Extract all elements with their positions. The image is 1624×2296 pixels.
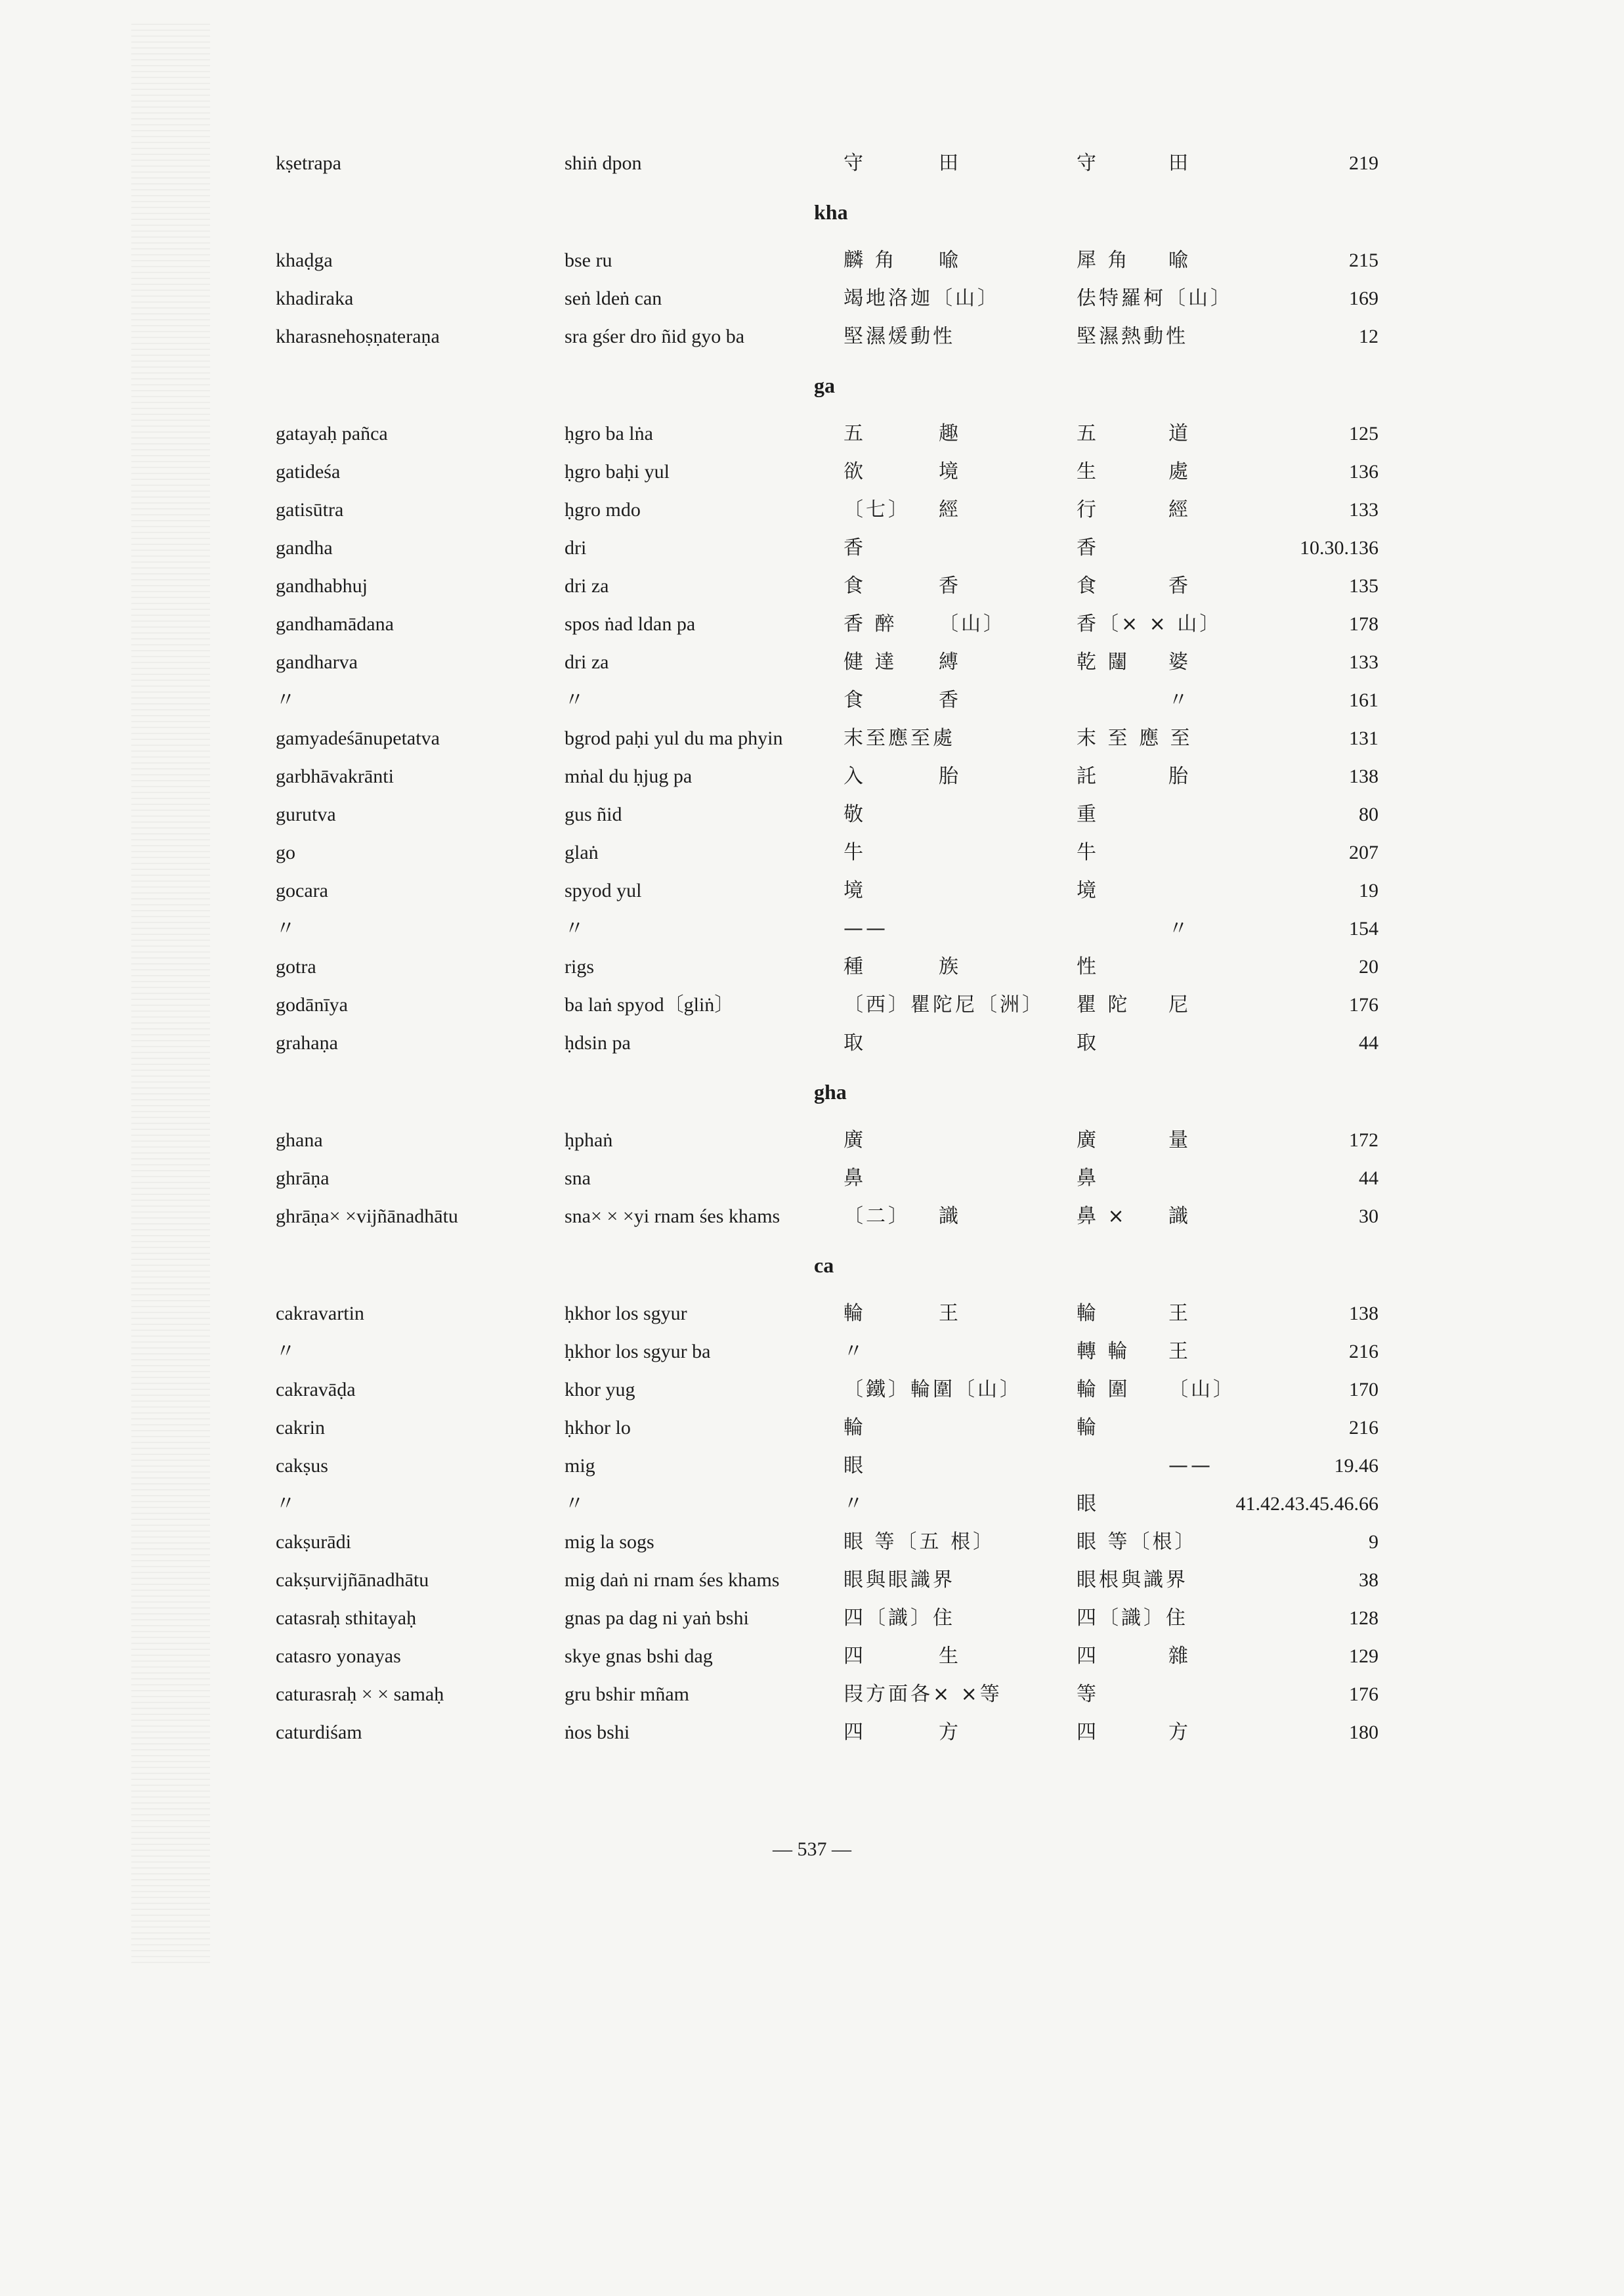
tibetan-term: dri za bbox=[565, 651, 609, 673]
table-row bbox=[276, 796, 1378, 834]
section-heading-label: ca bbox=[814, 1253, 834, 1277]
chinese-term-b: 境 bbox=[1077, 879, 1099, 902]
table-row bbox=[276, 453, 1378, 491]
sanskrit-term: ghrāṇa× ×vijñānadhātu bbox=[276, 1205, 458, 1227]
chinese-term-b: 等 bbox=[1077, 1683, 1099, 1706]
chinese-term-b: 眼根與識界 bbox=[1077, 1569, 1188, 1592]
table-row bbox=[276, 1561, 1378, 1599]
chinese-term-b: 乾 闥 bbox=[1077, 651, 1130, 674]
chinese-term-a-suffix: 香 bbox=[939, 689, 961, 712]
chinese-term-a: 末至應至處 bbox=[844, 727, 955, 750]
chinese-term-b: 行 bbox=[1077, 498, 1099, 521]
chinese-term-b: 四 bbox=[1077, 1721, 1099, 1744]
tibetan-term: ḥgro baḥi yul bbox=[565, 461, 670, 483]
chinese-term-b: 末 至 應 至 bbox=[1077, 727, 1193, 750]
section-heading-label: ga bbox=[814, 374, 835, 397]
sanskrit-term: cakṣus bbox=[276, 1455, 328, 1477]
sanskrit-term: catasro yonayas bbox=[276, 1645, 401, 1667]
chinese-term-b-suffix: 經 bbox=[1168, 498, 1191, 521]
page-ref: 9 bbox=[1369, 1531, 1378, 1553]
page-ref: 133 bbox=[1349, 651, 1378, 673]
sanskrit-term: gandharva bbox=[276, 651, 358, 673]
chinese-term-a: 〔二〕 bbox=[844, 1205, 910, 1228]
chinese-term-a-suffix: 香 bbox=[939, 574, 961, 597]
sanskrit-term: gocara bbox=[276, 880, 328, 901]
page-ref: 207 bbox=[1349, 842, 1378, 863]
sanskrit-term: 〃 bbox=[276, 689, 295, 711]
chinese-term-a: 種 bbox=[844, 955, 866, 978]
chinese-term-a: 麟 角 bbox=[844, 249, 897, 272]
scan-noise-margin bbox=[131, 20, 210, 1963]
chinese-term-a-suffix: 田 bbox=[939, 152, 961, 175]
table-row bbox=[276, 986, 1378, 1024]
table-row bbox=[276, 1714, 1378, 1752]
chinese-term-a-suffix: 縛 bbox=[939, 651, 961, 674]
chinese-term-a: 五 bbox=[844, 422, 866, 445]
chinese-term-a: 食 bbox=[844, 574, 866, 597]
tibetan-term: ba laṅ spyod〔gliṅ〕 bbox=[565, 994, 735, 1016]
sanskrit-term: kharasnehoṣṇateraṇa bbox=[276, 326, 440, 347]
chinese-term-b: 生 bbox=[1077, 460, 1099, 483]
chinese-term-a: 〔鐵〕輪圍〔山〕 bbox=[844, 1378, 1022, 1401]
tibetan-term: mig bbox=[565, 1455, 595, 1477]
page-ref: 135 bbox=[1349, 575, 1378, 597]
chinese-term-a: —— bbox=[844, 917, 888, 940]
tibetan-term: mig la sogs bbox=[565, 1531, 654, 1553]
chinese-term-b: 眼 等〔根〕 bbox=[1077, 1530, 1197, 1553]
page-ref: 41.42.43.45.46.66 bbox=[1235, 1493, 1378, 1515]
chinese-term-b: 犀 角 bbox=[1077, 249, 1130, 272]
table-row bbox=[276, 567, 1378, 605]
page-ref: 172 bbox=[1349, 1129, 1378, 1151]
chinese-term-b-suffix: 量 bbox=[1168, 1129, 1191, 1152]
page-ref: 80 bbox=[1359, 804, 1378, 825]
table-row bbox=[276, 682, 1378, 720]
sanskrit-term: catasraḥ sthitayaḥ bbox=[276, 1607, 417, 1629]
tibetan-term: mig daṅ ni rnam śes khams bbox=[565, 1569, 780, 1591]
tibetan-term: sra gśer dro ñid gyo ba bbox=[565, 326, 745, 347]
sanskrit-term: khaḍga bbox=[276, 249, 333, 271]
sanskrit-term: garbhāvakrānti bbox=[276, 766, 394, 787]
chinese-term-a: 竭地洛迦〔山〕 bbox=[844, 287, 1000, 310]
sanskrit-term: khadiraka bbox=[276, 288, 354, 309]
sanskrit-term: gatideśa bbox=[276, 461, 341, 483]
tibetan-term: khor yug bbox=[565, 1379, 635, 1400]
sanskrit-term: gotra bbox=[276, 956, 316, 978]
section-heading bbox=[276, 1062, 1378, 1121]
chinese-term-b: 五 bbox=[1077, 422, 1099, 445]
tibetan-term: 〃 bbox=[565, 689, 584, 711]
sanskrit-term: cakravāḍa bbox=[276, 1379, 356, 1400]
tibetan-term: bse ru bbox=[565, 249, 612, 271]
section-heading bbox=[276, 1236, 1378, 1295]
sanskrit-term: gandha bbox=[276, 537, 333, 559]
chinese-term-b: 食 bbox=[1077, 574, 1099, 597]
table-row bbox=[276, 144, 1378, 183]
sanskrit-term: ghana bbox=[276, 1129, 323, 1151]
table-row bbox=[276, 1523, 1378, 1561]
tibetan-term: ḥkhor lo bbox=[565, 1417, 631, 1439]
page-ref: 128 bbox=[1349, 1607, 1378, 1629]
chinese-term-b: 轉 輪 bbox=[1077, 1340, 1130, 1363]
chinese-term-b-suffix: 道 bbox=[1168, 422, 1191, 445]
tibetan-term: dri bbox=[565, 537, 587, 559]
chinese-term-b: 四 bbox=[1077, 1645, 1099, 1668]
tibetan-term: seṅ ldeṅ can bbox=[565, 288, 662, 309]
chinese-term-a-suffix: 識 bbox=[939, 1205, 961, 1228]
chinese-term-b-suffix: 識 bbox=[1168, 1205, 1191, 1228]
tibetan-term: gus ñid bbox=[565, 804, 622, 825]
sanskrit-term: cakṣurvijñānadhātu bbox=[276, 1569, 429, 1591]
page-ref: 136 bbox=[1349, 461, 1378, 483]
chinese-term-b: 瞿 陀 bbox=[1077, 993, 1130, 1016]
chinese-term-a-suffix: 胎 bbox=[939, 765, 961, 788]
page-ref: 19.46 bbox=[1334, 1455, 1378, 1477]
tibetan-term: ḥphaṅ bbox=[565, 1129, 613, 1151]
chinese-term-a: 取 bbox=[844, 1031, 866, 1054]
table-row bbox=[276, 758, 1378, 796]
chinese-term-a-suffix: 生 bbox=[939, 1645, 961, 1668]
table-row bbox=[276, 720, 1378, 758]
chinese-term-b: 鼻 × bbox=[1077, 1205, 1127, 1228]
table-row bbox=[276, 1333, 1378, 1371]
sanskrit-term: cakṣurādi bbox=[276, 1531, 351, 1553]
chinese-term-b: 重 bbox=[1077, 803, 1099, 826]
chinese-term-b: 眼 bbox=[1077, 1492, 1099, 1515]
chinese-term-a: 守 bbox=[844, 152, 866, 175]
chinese-term-a: 眼與眼識界 bbox=[844, 1569, 955, 1592]
tibetan-term: spos ṅad ldan pa bbox=[565, 613, 696, 635]
chinese-term-a: 〔西〕瞿陀尼〔洲〕 bbox=[844, 993, 1044, 1016]
tibetan-term: bgrod paḥi yul du ma phyin bbox=[565, 727, 783, 749]
chinese-term-b-suffix: 〔山〕 bbox=[1168, 1378, 1235, 1401]
table-row bbox=[276, 1599, 1378, 1637]
chinese-term-b: 輪 bbox=[1077, 1302, 1099, 1325]
section-heading-label: gha bbox=[814, 1080, 847, 1104]
chinese-term-b-suffix: 尼 bbox=[1168, 993, 1191, 1016]
table-row bbox=[276, 1198, 1378, 1236]
chinese-term-b-suffix: 王 bbox=[1168, 1340, 1191, 1363]
chinese-term-a: 欲 bbox=[844, 460, 866, 483]
chinese-term-a-suffix: 〔山〕 bbox=[939, 613, 1006, 636]
chinese-term-b: 性 bbox=[1077, 955, 1099, 978]
chinese-term-b: 鼻 bbox=[1077, 1167, 1099, 1190]
table-row bbox=[276, 1447, 1378, 1485]
page-ref: 44 bbox=[1359, 1167, 1378, 1189]
sanskrit-term: ghrāṇa bbox=[276, 1167, 330, 1189]
chinese-term-b: 牛 bbox=[1077, 841, 1099, 864]
chinese-term-b-suffix: 喩 bbox=[1168, 249, 1191, 272]
chinese-term-b: 輪 bbox=[1077, 1416, 1099, 1439]
table-row bbox=[276, 948, 1378, 986]
tibetan-term: sna× × ×yi rnam śes khams bbox=[565, 1205, 780, 1227]
chinese-term-a: 叚方面各× ×等 bbox=[844, 1683, 1002, 1706]
sanskrit-term: grahaṇa bbox=[276, 1032, 338, 1054]
chinese-term-b: 香 bbox=[1077, 536, 1099, 559]
chinese-term-a: 食 bbox=[844, 689, 866, 712]
chinese-term-a-suffix: 經 bbox=[939, 498, 961, 521]
tibetan-term: skye gnas bshi dag bbox=[565, 1645, 713, 1667]
tibetan-term: ḥkhor los sgyur ba bbox=[565, 1341, 711, 1362]
table-row bbox=[276, 491, 1378, 529]
tibetan-term: gnas pa dag ni yaṅ bshi bbox=[565, 1607, 749, 1629]
tibetan-term: sna bbox=[565, 1167, 591, 1189]
table-row bbox=[276, 1159, 1378, 1198]
page-ref: 169 bbox=[1349, 288, 1378, 309]
chinese-term-a: 堅濕煖動性 bbox=[844, 325, 955, 348]
page-ref: 180 bbox=[1349, 1722, 1378, 1743]
table-row bbox=[276, 643, 1378, 682]
table-row bbox=[276, 834, 1378, 872]
sanskrit-term: gatisūtra bbox=[276, 499, 344, 521]
chinese-term-b-suffix: 婆 bbox=[1168, 651, 1191, 674]
chinese-term-b: 四〔識〕住 bbox=[1077, 1607, 1188, 1630]
table-row bbox=[276, 280, 1378, 318]
page-ref: 161 bbox=[1349, 689, 1378, 711]
chinese-term-a: 香 醉 bbox=[844, 613, 897, 636]
chinese-term-a-suffix: 境 bbox=[939, 460, 961, 483]
chinese-term-a: 香 bbox=[844, 536, 866, 559]
chinese-term-a: 〔七〕 bbox=[844, 498, 910, 521]
tibetan-term: 〃 bbox=[565, 1493, 584, 1515]
sanskrit-term: go bbox=[276, 842, 295, 863]
table-row bbox=[276, 872, 1378, 910]
table-row bbox=[276, 1121, 1378, 1159]
sanskrit-term: cakravartin bbox=[276, 1303, 364, 1324]
page-ref: 38 bbox=[1359, 1569, 1378, 1591]
sanskrit-term: kṣetrapa bbox=[276, 152, 341, 174]
tibetan-term: ṅos bshi bbox=[565, 1722, 630, 1743]
chinese-term-b-suffix: 胎 bbox=[1168, 765, 1191, 788]
table-row bbox=[276, 1409, 1378, 1447]
chinese-term-a-suffix: 王 bbox=[939, 1302, 961, 1325]
chinese-term-b: 託 bbox=[1077, 765, 1099, 788]
page-ref: 216 bbox=[1349, 1341, 1378, 1362]
chinese-term-a: 輪 bbox=[844, 1416, 866, 1439]
chinese-term-a: 境 bbox=[844, 879, 866, 902]
table-row bbox=[276, 1637, 1378, 1676]
chinese-term-a: 四〔識〕住 bbox=[844, 1607, 955, 1630]
page-ref: 125 bbox=[1349, 423, 1378, 444]
chinese-term-b-suffix: 田 bbox=[1168, 152, 1191, 175]
page-ref: 30 bbox=[1359, 1205, 1378, 1227]
table-row bbox=[276, 242, 1378, 280]
chinese-term-b-suffix: 王 bbox=[1168, 1302, 1191, 1325]
sanskrit-term: caturdiśam bbox=[276, 1722, 362, 1743]
page-ref: 138 bbox=[1349, 1303, 1378, 1324]
sanskrit-term: gandhabhuj bbox=[276, 575, 368, 597]
chinese-term-b: 守 bbox=[1077, 152, 1099, 175]
page-ref: 129 bbox=[1349, 1645, 1378, 1667]
tibetan-term: shiṅ dpon bbox=[565, 152, 642, 174]
tibetan-term: spyod yul bbox=[565, 880, 642, 901]
sanskrit-term: 〃 bbox=[276, 918, 295, 940]
chinese-term-b: 取 bbox=[1077, 1031, 1099, 1054]
tibetan-term: ḥgro mdo bbox=[565, 499, 641, 521]
table-row bbox=[276, 318, 1378, 356]
table-row bbox=[276, 415, 1378, 453]
chinese-term-b: 廣 bbox=[1077, 1129, 1099, 1152]
chinese-term-b: 輪 圍 bbox=[1077, 1378, 1130, 1401]
chinese-term-a: 敬 bbox=[844, 803, 866, 826]
chinese-term-b: 佉特羅柯〔山〕 bbox=[1077, 287, 1233, 310]
chinese-term-b: 香〔× × 山〕 bbox=[1077, 613, 1222, 636]
glossary-table bbox=[276, 144, 1378, 1752]
table-row bbox=[276, 1295, 1378, 1333]
table-row bbox=[276, 1485, 1378, 1523]
table-row bbox=[276, 529, 1378, 567]
page-ref: 19 bbox=[1359, 880, 1378, 901]
table-row bbox=[276, 910, 1378, 948]
chinese-term-b-suffix: 處 bbox=[1168, 460, 1191, 483]
tibetan-term: dri za bbox=[565, 575, 609, 597]
chinese-term-a: 入 bbox=[844, 765, 866, 788]
chinese-term-a-suffix: 喩 bbox=[939, 249, 961, 272]
table-row bbox=[276, 1024, 1378, 1062]
sanskrit-term: gurutva bbox=[276, 804, 336, 825]
chinese-term-b: 堅濕熱動性 bbox=[1077, 325, 1188, 348]
sanskrit-term: cakrin bbox=[276, 1417, 325, 1439]
chinese-term-b-suffix: —— bbox=[1168, 1454, 1213, 1477]
sanskrit-term: gamyadeśānupetatva bbox=[276, 727, 440, 749]
page-ref: 176 bbox=[1349, 1683, 1378, 1705]
sanskrit-term: 〃 bbox=[276, 1493, 295, 1515]
page-ref: 44 bbox=[1359, 1032, 1378, 1054]
chinese-term-b-suffix: 香 bbox=[1168, 574, 1191, 597]
page-ref: 216 bbox=[1349, 1417, 1378, 1439]
table-row bbox=[276, 1676, 1378, 1714]
page-ref: 178 bbox=[1349, 613, 1378, 635]
tibetan-term: rigs bbox=[565, 956, 594, 978]
page-ref: 215 bbox=[1349, 249, 1378, 271]
sanskrit-term: 〃 bbox=[276, 1341, 295, 1362]
page-ref: 219 bbox=[1349, 152, 1378, 174]
chinese-term-a: 〃 bbox=[844, 1340, 866, 1363]
chinese-term-a: 四 bbox=[844, 1721, 866, 1744]
chinese-term-a-suffix: 趣 bbox=[939, 422, 961, 445]
chinese-term-a: 〃 bbox=[844, 1492, 866, 1515]
table-row bbox=[276, 1371, 1378, 1409]
sanskrit-term: gatayaḥ pañca bbox=[276, 423, 388, 444]
tibetan-term: ḥdsin pa bbox=[565, 1032, 631, 1054]
chinese-term-b-suffix: 〃 bbox=[1168, 689, 1191, 712]
chinese-term-a-suffix: 方 bbox=[939, 1721, 961, 1744]
chinese-term-b-suffix: 方 bbox=[1168, 1721, 1191, 1744]
chinese-term-a: 眼 bbox=[844, 1454, 866, 1477]
chinese-term-b-suffix: 〃 bbox=[1168, 917, 1191, 940]
chinese-term-a-suffix: 族 bbox=[939, 955, 961, 978]
chinese-term-a: 牛 bbox=[844, 841, 866, 864]
page-number: — 537 — bbox=[773, 1838, 851, 1860]
section-heading bbox=[276, 356, 1378, 415]
page-ref: 10.30.136 bbox=[1300, 537, 1378, 559]
page-ref: 20 bbox=[1359, 956, 1378, 978]
chinese-term-a: 健 達 bbox=[844, 651, 897, 674]
chinese-term-a: 鼻 bbox=[844, 1167, 866, 1190]
page-ref: 170 bbox=[1349, 1379, 1378, 1400]
page-ref: 138 bbox=[1349, 766, 1378, 787]
sanskrit-term: caturasraḥ × × samaḥ bbox=[276, 1683, 444, 1705]
section-heading-label: kha bbox=[814, 200, 848, 224]
chinese-term-b-suffix: 雜 bbox=[1168, 1645, 1191, 1668]
tibetan-term: mṅal du ḥjug pa bbox=[565, 766, 693, 787]
table-row bbox=[276, 605, 1378, 643]
chinese-term-a: 輪 bbox=[844, 1302, 866, 1325]
chinese-term-a: 四 bbox=[844, 1645, 866, 1668]
tibetan-term: ḥkhor los sgyur bbox=[565, 1303, 687, 1324]
page-ref: 176 bbox=[1349, 994, 1378, 1016]
tibetan-term: ḥgro ba lṅa bbox=[565, 423, 653, 444]
tibetan-term: glaṅ bbox=[565, 842, 599, 863]
tibetan-term: 〃 bbox=[565, 918, 584, 940]
sanskrit-term: gandhamādana bbox=[276, 613, 394, 635]
section-heading bbox=[276, 183, 1378, 242]
page-ref: 133 bbox=[1349, 499, 1378, 521]
page-ref: 131 bbox=[1349, 727, 1378, 749]
tibetan-term: gru bshir mñam bbox=[565, 1683, 689, 1705]
page-ref: 12 bbox=[1359, 326, 1378, 347]
page-ref: 154 bbox=[1349, 918, 1378, 940]
sanskrit-term: godānīya bbox=[276, 994, 348, 1016]
chinese-term-a: 眼 等〔五 根〕 bbox=[844, 1530, 996, 1553]
chinese-term-a: 廣 bbox=[844, 1129, 866, 1152]
